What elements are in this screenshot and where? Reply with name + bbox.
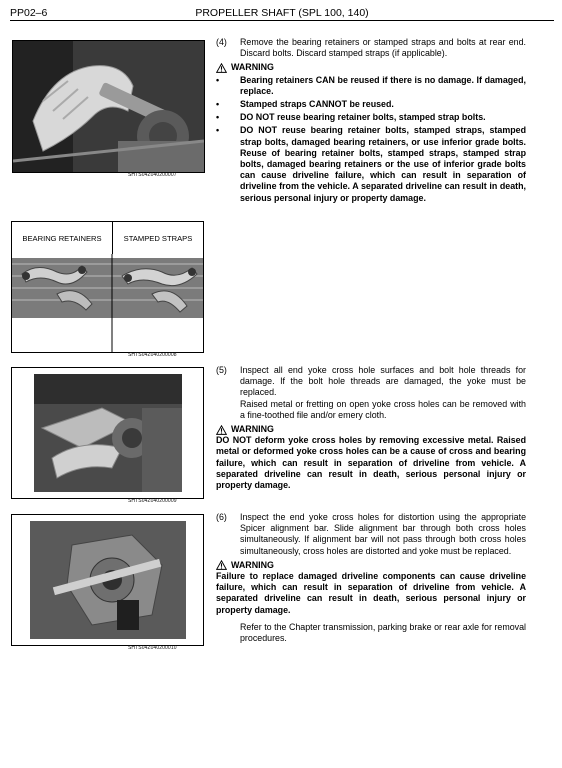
figure-caption: SHTS04Z040200010	[128, 645, 177, 651]
photo-hand-wrench-driveline	[13, 41, 204, 172]
warning-text: Failure to replace damaged driveline components can cause driveline failure, which can result in separation of driveline from vehicle. A separated driveline can result in death, serious personal injury or property damage.	[216, 571, 526, 615]
figure-yoke-inspection	[11, 367, 204, 499]
step-text: Inspect the end yoke cross holes for distortion using the appropriate Spicer alignment bar. Slide alignment bar through both cross holes simultaneously. If alignment bar will not pass through both cross holes simultaneously, cross holes are distorted and yoke must be replaced.	[240, 512, 526, 556]
step-number: (5)	[216, 365, 227, 375]
warning-triangle-icon	[216, 425, 227, 435]
bullet-text: DO NOT reuse bearing retainer bolts, stamped straps, stamped strap bolts, damaged bearing retainers, or use inferior grade bolts. Reuse of bearing retainer bolts, stamped straps, stamped strap bolts, damaged bearing retainers or the use of inferior grade bolts can cause driveline failure, which can result in separation of driveline from the vehicle. A separated driveline can result in death, serious personal injury or property damage.	[240, 125, 526, 203]
step-4-section	[216, 37, 526, 206]
step-number: (4)	[216, 37, 227, 47]
figure-caption: SHTS04Z040200007	[128, 172, 177, 178]
header-divider	[10, 20, 554, 21]
bullet-text: DO NOT reuse bearing retainer bolts, stamped strap bolts.	[240, 112, 486, 123]
figure-caption: SHTS04Z040200009	[128, 498, 177, 504]
label-stamped-straps: STAMPED STRAPS	[123, 233, 193, 243]
reference-text: Refer to the Chapter transmission, parking brake or rear axle for removal procedures.	[240, 621, 526, 644]
bullet-text: Bearing retainers CAN be reused if there is no damage. If damaged, replace.	[240, 74, 526, 96]
figure-bearing-retainers-straps	[11, 221, 204, 353]
warning-triangle-icon	[216, 63, 227, 73]
step-4	[216, 37, 526, 59]
photo-yoke-cross-hole	[12, 368, 203, 498]
warning-label: WARNING	[231, 62, 274, 73]
list-item: • Bearing retainers CAN be reused if there is no damage. If damaged, replace.	[216, 74, 526, 96]
label-bearing-retainers: BEARING RETAINERS	[12, 222, 113, 254]
photo-alignment-bar	[12, 515, 203, 645]
page-title: PROPELLER SHAFT (SPL 100, 140)	[195, 7, 369, 19]
warning-heading	[216, 424, 526, 435]
warning-heading	[216, 560, 526, 571]
step-note: Raised metal or fretting on open yoke cross holes can be removed with a fine-toothed file and/or emery cloth.	[240, 398, 526, 420]
step-6	[216, 512, 526, 557]
warning-text: DO NOT deform yoke cross holes by removing excessive metal. Raised metal or deformed yoke cross holes can be a cause of cross and bearing failure, which can result in separation of driveline from vehicle. A separated driveline can result in death, serious personal injury or property damage.	[216, 435, 526, 491]
step-number: (6)	[216, 512, 227, 522]
step-5	[216, 365, 526, 399]
figure-label-row	[12, 222, 203, 255]
bullet-text: Stamped straps CANNOT be reused.	[240, 99, 394, 110]
warning-label: WARNING	[231, 424, 274, 435]
photo-retainers-straps	[12, 254, 203, 352]
warning-bullet-list	[216, 75, 526, 204]
list-item: • DO NOT reuse bearing retainer bolts, stamped strap bolts.	[216, 112, 526, 123]
figure-alignment-bar	[11, 514, 204, 646]
list-item: • Stamped straps CANNOT be reused.	[216, 99, 526, 110]
step-5-section	[216, 365, 526, 491]
list-item: • DO NOT reuse bearing retainer bolts, stamped straps, stamped strap bolts, damaged bearing retainers, or use inferior grade bolts. Reuse of bearing retainer bolts, stamped straps, stamped strap bolts, damaged bearing retainers or the use of inferior grade bolts can cause driveline failure, which can result in separation of driveline from the vehicle. A separated driveline can result in death, serious personal injury or property damage.	[216, 125, 526, 203]
warning-heading	[216, 62, 526, 73]
warning-label: WARNING	[231, 559, 274, 570]
step-text: Inspect all end yoke cross hole surfaces and bolt hole threads for damage. If the bolt hole threads are damaged, the yoke must be replaced.	[240, 365, 526, 398]
figure-remove-bolts	[12, 40, 205, 173]
warning-triangle-icon	[216, 560, 227, 570]
step-text: Remove the bearing retainers or stamped straps and bolts at rear end. Discard bolts. Discard stamped straps (if applicable).	[240, 37, 526, 59]
step-6-section	[216, 512, 526, 644]
page-number: PP02–6	[10, 7, 48, 19]
figure-caption: SHTS04Z040200008	[128, 352, 177, 358]
